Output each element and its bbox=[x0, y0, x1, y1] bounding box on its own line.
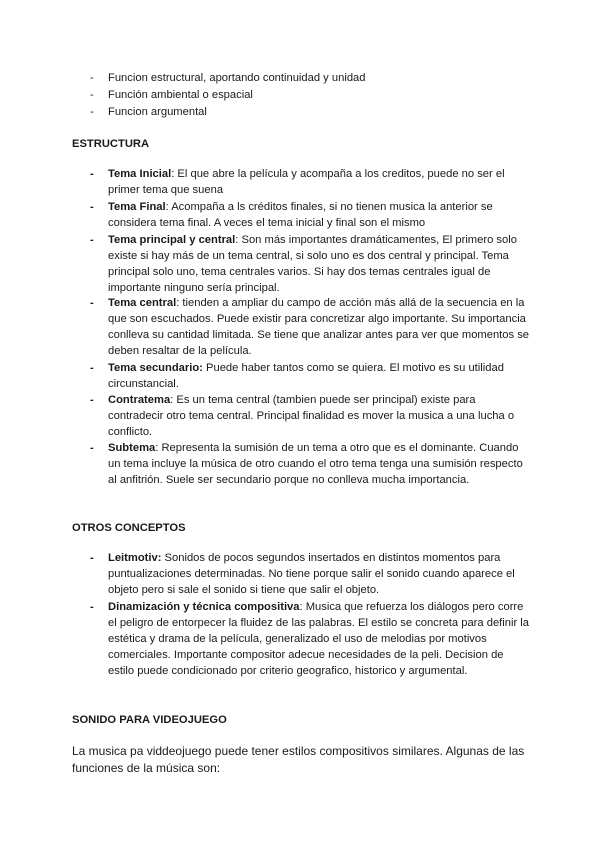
definition: : Son más importantes dramáticamentes, El primero solo existe si hay más de un tema central, si solo uno es dos central y principal. Tema principal solo uno, tema centrales varios. Si hay dos temas centrales igual de importante ninguno sería principal. bbox=[108, 234, 517, 294]
list-item bbox=[90, 440, 530, 488]
term: Subtema bbox=[108, 442, 156, 454]
term: Tema Inicial bbox=[108, 168, 172, 180]
list-dash: - bbox=[90, 362, 94, 374]
term: Contratema bbox=[108, 394, 171, 406]
list-dash: - bbox=[90, 89, 94, 101]
section-heading-otros: OTROS CONCEPTOS bbox=[72, 522, 186, 534]
definition: : Musica que refuerza los diálogos pero corre el peligro de entorpecer la fluidez de las palabras. El estilo se concreta para definir la estética y drama de la película, generalizado el uso de melodias por motivos comerciales. Importante compositor adecue necesidades de la peli. Decision de estilo puede condicionado por criterio geografico, historico y argumental. bbox=[108, 601, 530, 677]
term: Dinamización y técnica compositiva bbox=[108, 601, 300, 613]
list-item bbox=[90, 360, 530, 392]
list-item-text bbox=[90, 392, 530, 440]
definition: : El que abre la película y acompaña a los creditos, puede no ser el primer tema que suena bbox=[108, 168, 505, 196]
definition: Puede haber tantos como se quiera. El motivo es su utilidad circunstancial. bbox=[108, 362, 504, 390]
list-dash: - bbox=[90, 72, 94, 84]
list-item-text bbox=[90, 199, 530, 231]
list-dash: - bbox=[90, 394, 94, 406]
list-dash: - bbox=[90, 601, 94, 613]
list-item bbox=[90, 166, 530, 198]
list-dash: - bbox=[90, 168, 94, 180]
list-item-text bbox=[90, 232, 530, 296]
definition: : Es un tema central (tambien puede ser principal) existe para contradecir otro tema central. Principal finalidad es mover la musica a una lucha o conflicto. bbox=[108, 394, 515, 438]
definition: : Acompaña a ls créditos finales, si no tienen musica la anterior se considera tema final. A veces el tema inicial y final son el mismo bbox=[108, 201, 493, 229]
list-item-text bbox=[90, 360, 530, 392]
term: Leitmotiv: bbox=[108, 552, 162, 564]
list-dash: - bbox=[90, 234, 94, 246]
list-item bbox=[90, 199, 530, 231]
list-dash: - bbox=[90, 201, 94, 213]
list-item-text: Funcion argumental bbox=[108, 106, 207, 118]
list-item bbox=[90, 70, 530, 86]
list-item bbox=[90, 392, 530, 440]
term: Tema central bbox=[108, 297, 177, 309]
list-item-text bbox=[90, 295, 530, 359]
definition: : Representa la sumisión de un tema a otro que es el dominante. Cuando un tema incluye la música de otro cuando el otro tema tenga una sumisión respecto al anfitrión. Suele ser secundario porque no conlleva mucha importancia. bbox=[108, 442, 523, 486]
definition: : tienden a ampliar du campo de acción más allá de la secuencia en la que son escuchados. Puede existir para concretizar algo importante. Su importancia conlleva su cantidad limitada. Se tiene que analizar antes para ver que momentos se deben resaltar de la película. bbox=[108, 297, 530, 357]
list-item bbox=[90, 550, 530, 598]
list-item-text bbox=[90, 166, 530, 198]
list-dash: - bbox=[90, 442, 94, 454]
list-item-text bbox=[90, 440, 530, 488]
list-item-text: Función ambiental o espacial bbox=[108, 89, 253, 101]
list-item bbox=[90, 295, 530, 359]
body-paragraph: La musica pa viddeojuego puede tener estilos compositivos similares. Algunas de las funciones de la música son: bbox=[72, 744, 525, 775]
definition: Sonidos de pocos segundos insertados en distintos momentos para puntualizaciones determinadas. No tiene porque salir el sonido cuando aparece el objeto pero si sale el sonido si tiene que salir el objeto. bbox=[108, 552, 515, 596]
section-heading-estructura: ESTRUCTURA bbox=[72, 138, 150, 150]
list-item bbox=[90, 232, 530, 296]
list-item bbox=[90, 87, 530, 103]
list-dash: - bbox=[90, 297, 94, 309]
list-dash: - bbox=[90, 552, 94, 564]
list-item-text bbox=[90, 550, 530, 598]
term: Tema Final bbox=[108, 201, 166, 213]
list-item-text: Funcion estructural, aportando continuidad y unidad bbox=[108, 72, 366, 84]
list-item-text bbox=[90, 599, 530, 679]
list-dash: - bbox=[90, 106, 94, 118]
term: Tema principal y central bbox=[108, 234, 236, 246]
term: Tema secundario: bbox=[108, 362, 203, 374]
list-item bbox=[90, 599, 530, 679]
section-heading-videojuego: SONIDO PARA VIDEOJUEGO bbox=[72, 714, 227, 726]
list-item bbox=[90, 104, 530, 120]
